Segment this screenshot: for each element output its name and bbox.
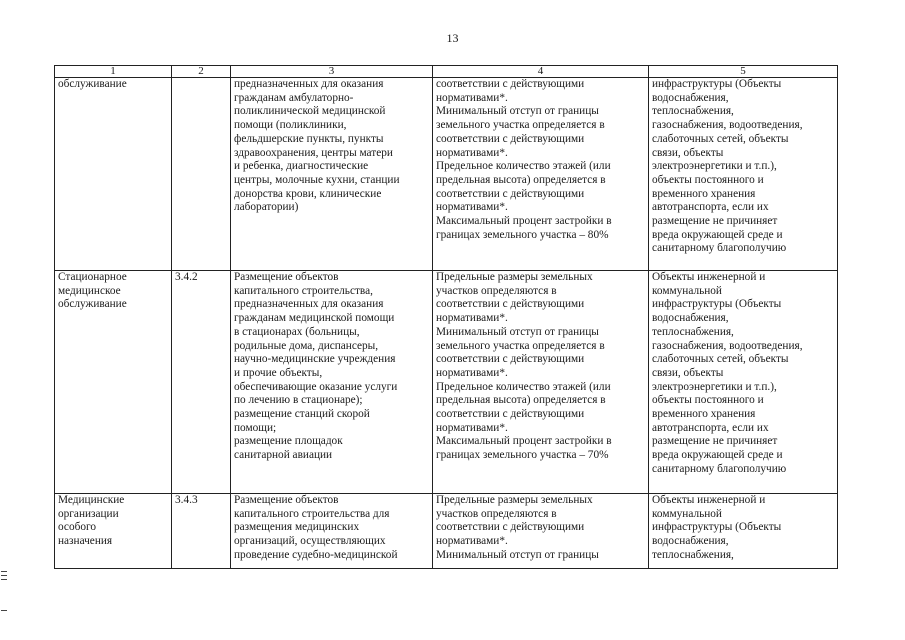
- cell-text-line: размещение станций скорой: [234, 408, 370, 421]
- cell-text-line: Минимальный отступ от границы: [436, 548, 599, 561]
- cell-text-line: связи, объекты: [652, 146, 724, 159]
- cell-text-line: газоснабжения, водоотведения,: [652, 339, 803, 352]
- cell-text-line: Медицинские: [58, 494, 125, 506]
- cell-text-line: помощи;: [234, 421, 277, 434]
- cell-text-line: теплоснабжения,: [652, 548, 734, 561]
- cell-text-line: нормативами*.: [436, 91, 508, 104]
- binding-mark: [1, 610, 7, 611]
- cell-text-line: Размещение объектов: [234, 494, 339, 506]
- cell-text-line: электроэнергетики и т.п.),: [652, 380, 777, 393]
- cell-text-line: научно-медицинские учреждения: [234, 353, 396, 366]
- use-name-cell: [55, 494, 172, 569]
- cell-text-line: гражданам медицинской помощи: [234, 312, 395, 325]
- cell-text-line: Предельное количество этажей (или: [436, 160, 611, 173]
- cell-text-line: временного хранения: [652, 187, 756, 200]
- cell-text-line: по лечению в стационаре);: [234, 394, 363, 407]
- cell-text-line: соответствии с действующими: [436, 521, 585, 534]
- cell-text-line: теплоснабжения,: [652, 105, 734, 118]
- cell-text-line: вреда окружающей среде и: [652, 449, 783, 462]
- cell-text-line: коммунальной: [652, 507, 722, 520]
- cell-text-line: обеспечивающие оказание услуги: [234, 380, 398, 393]
- description-cell: [231, 78, 433, 271]
- code-cell: [172, 271, 231, 494]
- cell-text-line: организаций, осуществляющих: [234, 535, 386, 548]
- cell-text-line: нормативами*.: [436, 201, 508, 214]
- binding-mark: [1, 571, 7, 572]
- cell-text-line: Предельное количество этажей (или: [436, 380, 611, 393]
- cell-text-line: назначения: [58, 535, 113, 548]
- header-col-2: 2: [172, 66, 231, 78]
- header-col-4: 4: [433, 66, 649, 78]
- cell-text-line: размещение площадок: [234, 435, 343, 448]
- cell-text-line: Минимальный отступ от границы: [436, 105, 599, 118]
- cell-text-line: санитарной авиации: [234, 449, 333, 462]
- cell-text-line: соответствии с действующими: [436, 408, 585, 421]
- table-row: [55, 271, 838, 494]
- cell-text-line: особого: [58, 521, 96, 534]
- code-cell: [172, 78, 231, 271]
- auxiliary-uses-cell: [649, 78, 838, 271]
- cell-text-line: помощи (поликлиники,: [234, 119, 347, 132]
- cell-text-line: слаботочных сетей, объекты: [652, 132, 789, 145]
- table-row: [55, 494, 838, 569]
- cell-text-line: обслуживание: [58, 298, 127, 311]
- cell-text-line: объекты постоянного и: [652, 394, 764, 407]
- cell-text-line: нормативами*.: [436, 421, 508, 434]
- cell-text-line: размещения медицинских: [234, 521, 360, 534]
- cell-text-line: автотранспорта, если их: [652, 421, 769, 434]
- cell-text-line: капитального строительства,: [234, 284, 373, 297]
- cell-text-line: земельного участка определяется в: [436, 339, 605, 352]
- description-cell: [231, 271, 433, 494]
- cell-text-line: нормативами*.: [436, 535, 508, 548]
- cell-text-line: границах земельного участка – 80%: [436, 228, 609, 241]
- cell-text-line: предельная высота) определяется в: [436, 173, 606, 186]
- cell-text-line: соответствии с действующими: [436, 78, 585, 90]
- cell-text-line: соответствии с действующими: [436, 298, 585, 311]
- binding-mark: [1, 579, 7, 580]
- parameters-cell: [433, 494, 649, 569]
- cell-text-line: капитального строительства для: [234, 507, 390, 520]
- cell-text-line: обслуживание: [58, 78, 127, 90]
- cell-text-line: Предельные размеры земельных: [436, 271, 593, 283]
- cell-text-line: поликлинической медицинской: [234, 105, 386, 118]
- cell-text-line: Минимальный отступ от границы: [436, 325, 599, 338]
- use-name-cell: [55, 78, 172, 271]
- page-number: 13: [446, 31, 459, 45]
- parameters-cell: [433, 78, 649, 271]
- cell-text-line: и прочие объекты,: [234, 366, 323, 379]
- cell-text-line: санитарному благополучию: [652, 242, 787, 255]
- cell-text-line: Размещение объектов: [234, 271, 339, 283]
- cell-text-line: и ребенка, диагностические: [234, 160, 369, 173]
- cell-text-line: размещение не причиняет: [652, 435, 778, 448]
- auxiliary-uses-cell: [649, 271, 838, 494]
- cell-text-line: вреда окружающей среде и: [652, 228, 783, 241]
- cell-text-line: донорства крови, клинические: [234, 187, 382, 200]
- cell-text-line: проведение судебно-медицинской: [234, 548, 398, 561]
- cell-text-line: нормативами*.: [436, 146, 508, 159]
- cell-text-line: инфраструктуры (Объекты: [652, 521, 782, 534]
- cell-text-line: нормативами*.: [436, 366, 508, 379]
- cell-text-line: водоснабжения,: [652, 535, 729, 548]
- cell-text-line: земельного участка определяется в: [436, 119, 605, 132]
- header-col-1: 1: [55, 66, 172, 78]
- cell-text-line: водоснабжения,: [652, 91, 729, 104]
- parameters-cell: [433, 271, 649, 494]
- cell-text-line: предельная высота) определяется в: [436, 394, 606, 407]
- cell-text-line: инфраструктуры (Объекты: [652, 78, 782, 90]
- cell-text-line: соответствии с действующими: [436, 132, 585, 145]
- cell-text-line: предназначенных для оказания: [234, 298, 384, 311]
- cell-text-line: электроэнергетики и т.п.),: [652, 160, 777, 173]
- cell-text-line: размещение не причиняет: [652, 215, 778, 228]
- cell-text-line: временного хранения: [652, 408, 756, 421]
- cell-text-line: соответствии с действующими: [436, 353, 585, 366]
- zoning-table: [54, 65, 838, 569]
- cell-text-line: инфраструктуры (Объекты: [652, 298, 782, 311]
- cell-text-line: нормативами*.: [436, 312, 508, 325]
- cell-text-line: Максимальный процент застройки в: [436, 435, 612, 448]
- cell-text-line: участков определяются в: [436, 284, 557, 297]
- cell-text-line: центры, молочные кухни, станции: [234, 173, 400, 186]
- cell-text-line: теплоснабжения,: [652, 325, 734, 338]
- cell-text-line: объекты постоянного и: [652, 173, 764, 186]
- cell-text-line: соответствии с действующими: [436, 187, 585, 200]
- auxiliary-uses-cell: [649, 494, 838, 569]
- cell-text-line: слаботочных сетей, объекты: [652, 353, 789, 366]
- cell-text-line: автотранспорта, если их: [652, 201, 769, 214]
- cell-text-line: участков определяются в: [436, 507, 557, 520]
- cell-text-line: водоснабжения,: [652, 312, 729, 325]
- cell-text-line: Стационарное: [58, 271, 127, 283]
- header-col-3: 3: [231, 66, 433, 78]
- cell-text-line: санитарному благополучию: [652, 462, 787, 475]
- header-row: [55, 66, 838, 78]
- cell-text-line: гражданам амбулаторно-: [234, 91, 354, 104]
- cell-text-line: медицинское: [58, 284, 121, 297]
- cell-text-line: организации: [58, 507, 119, 520]
- cell-text-line: лаборатории): [234, 201, 299, 214]
- description-cell: [231, 494, 433, 569]
- cell-text-line: Максимальный процент застройки в: [436, 215, 612, 228]
- binding-mark: [1, 575, 7, 576]
- cell-text-line: газоснабжения, водоотведения,: [652, 119, 803, 132]
- cell-text-line: коммунальной: [652, 284, 722, 297]
- cell-text-line: 3.4.2: [175, 271, 198, 283]
- cell-text-line: 3.4.3: [175, 494, 198, 506]
- cell-text-line: здравоохранения, центры матери: [234, 146, 393, 159]
- cell-text-line: Объекты инженерной и: [652, 271, 766, 283]
- cell-text-line: Объекты инженерной и: [652, 494, 766, 506]
- header-col-5: 5: [649, 66, 838, 78]
- table-row: [55, 78, 838, 271]
- cell-text-line: родильные дома, диспансеры,: [234, 339, 379, 352]
- cell-text-line: фельдшерские пункты, пункты: [234, 132, 384, 145]
- cell-text-line: связи, объекты: [652, 366, 724, 379]
- cell-text-line: предназначенных для оказания: [234, 78, 384, 90]
- cell-text-line: в стационарах (больницы,: [234, 325, 360, 338]
- code-cell: [172, 494, 231, 569]
- use-name-cell: [55, 271, 172, 494]
- cell-text-line: Предельные размеры земельных: [436, 494, 593, 506]
- cell-text-line: границах земельного участка – 70%: [436, 449, 609, 462]
